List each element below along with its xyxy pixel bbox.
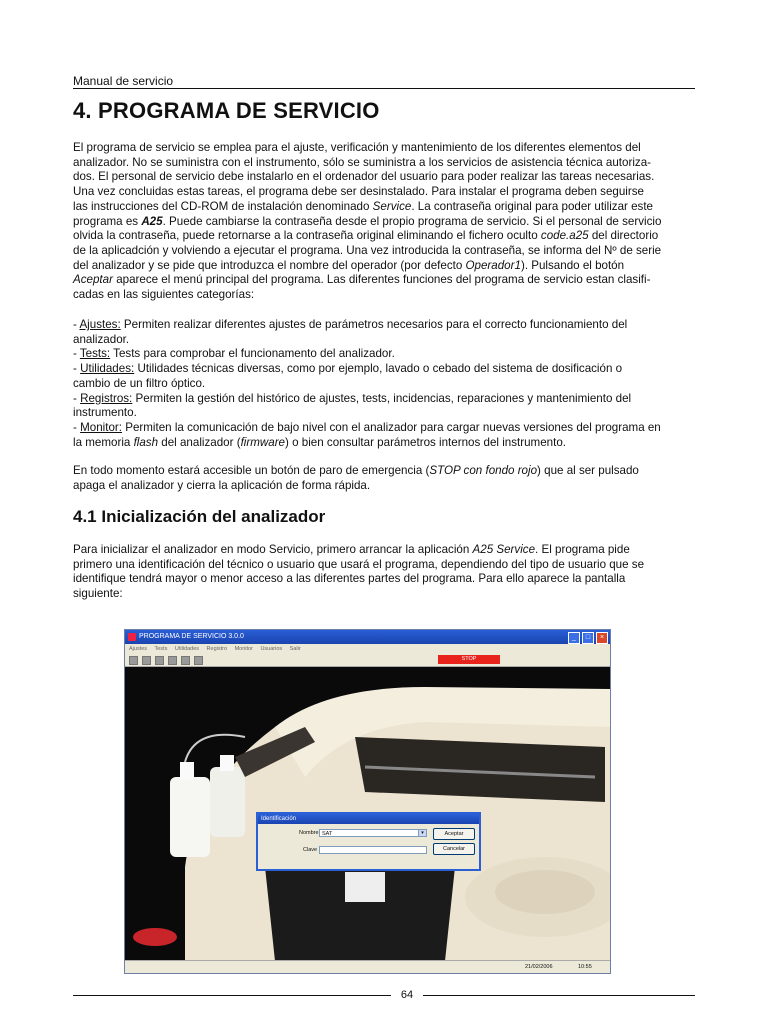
toolbar <box>125 654 610 667</box>
menu-item[interactable]: Tests <box>154 646 168 652</box>
toolbar-button-icon[interactable] <box>181 656 190 665</box>
category-monitor: - Monitor: Permiten la comunicación de bajo nivel con el analizador para cargar nuevas versiones del programa en <box>73 420 661 434</box>
category-registros: - Registros: Permiten la gestión del histórico de ajustes, tests, incidencias, reparaciones y mantenimiento del <box>73 391 632 405</box>
password-label: Clave <box>303 847 318 853</box>
intro-line: cadas en las siguientes categorías: <box>73 288 255 302</box>
name-select-value: SAT <box>322 831 333 837</box>
intro-line: Aceptar aparece el menú principal del programa. Las diferentes funciones del programa de servicio estan clasifi- <box>73 273 651 287</box>
category-utilidades: - Utilidades: Utilidades técnicas diversas, como por ejemplo, lavado o cebado del sistema de dosificación o <box>73 362 623 376</box>
intro-line: programa es A25. Puede cambiarse la contraseña desde el propio programa de servicio. Si el personal de servicio <box>73 214 662 228</box>
name-select[interactable] <box>319 829 427 837</box>
init-line: siguiente: <box>73 587 123 601</box>
category-tests: - Tests: Tests para comprobar el funcionamento del analizador. <box>73 347 395 361</box>
identification-dialog <box>256 812 481 871</box>
running-header: Manual de servicio <box>73 74 174 88</box>
maximize-icon[interactable]: □ <box>582 632 594 644</box>
menu-item[interactable]: Utilidades <box>174 646 200 652</box>
init-line: primero una identificación del técnico o usuario que usará el programa, dependiendo del tipo de usuario que se <box>73 557 645 571</box>
intro-paragraph <box>73 141 695 303</box>
status-bar <box>125 960 610 973</box>
categories-list <box>73 318 695 450</box>
accept-button[interactable]: Aceptar <box>433 828 475 840</box>
app-icon <box>128 633 136 641</box>
subsection-title: 4.1 Inicialización del analizador <box>73 507 326 526</box>
analyzer-photo <box>125 667 610 961</box>
window-titlebar <box>125 630 610 644</box>
section-title: 4. PROGRAMA DE SERVICIO <box>73 98 380 123</box>
intro-line: de la aplicadción y volviendo a ejecutar el programa. Una vez introducida la contraseña, se informa del Nº de serie <box>73 243 662 257</box>
intro-line: El programa de servicio se emplea para el ajuste, verificación y mantenimiento de los diferentes elementos del <box>73 141 641 154</box>
toolbar-button-icon[interactable] <box>142 656 151 665</box>
header-rule <box>73 88 695 89</box>
toolbar-button-icon[interactable] <box>155 656 164 665</box>
intro-line: olvida la contraseña, puede retornarse a la contraseña original eliminando el fichero oculto code.a25 del directorio <box>73 229 659 243</box>
emergency-paragraph <box>73 464 695 493</box>
footer-rule <box>73 995 391 996</box>
init-line: Para inicializar el analizador en modo Servicio, primero arrancar la aplicación A25 Service. El programa pide <box>73 543 630 556</box>
stop-button[interactable]: STOP <box>438 655 500 664</box>
category-ajustes-cont: analizador. <box>73 332 130 346</box>
emergency-line: En todo momento estará accesible un botón de paro de emergencia (STOP con fondo rojo) que al ser pulsado <box>73 464 639 477</box>
intro-line: dos. El personal de servicio debe instalarlo en el ordenador del usuario para poder realizar las tareas necesarias. <box>73 170 655 184</box>
menu-item[interactable]: Registro <box>206 646 228 652</box>
page-number: 64 <box>400 989 414 1001</box>
password-input[interactable] <box>319 846 427 854</box>
init-paragraph <box>73 543 695 602</box>
menu-item[interactable]: Usuarios <box>260 646 283 652</box>
name-label: Nombre <box>299 830 319 836</box>
toolbar-button-icon[interactable] <box>168 656 177 665</box>
category-registros-cont: instrumento. <box>73 406 137 420</box>
init-line: identifique tendrá mayor o menor acceso a las diferentes partes del programa. Para ello aparece la pantalla <box>73 572 626 586</box>
status-date: 21/02/2006 <box>525 964 553 970</box>
category-utilidades-cont: cambio de un filtro óptico. <box>73 376 206 390</box>
menu-bar <box>125 644 610 654</box>
intro-line: las instrucciones del CD-ROM de instalación denominado Service. La contraseña original para poder utilizar este <box>73 199 654 213</box>
service-program-screenshot <box>124 629 611 974</box>
emergency-line: apaga el analizador y cierra la aplicación de forma rápida. <box>73 478 371 492</box>
menu-item[interactable]: Ajustes <box>129 646 148 652</box>
chevron-down-icon[interactable]: ▾ <box>418 830 426 836</box>
menu-item[interactable]: Monitor <box>234 646 253 652</box>
intro-line: Una vez concluidas estas tareas, el programa debe ser desinstalado. Para instalar el programa deben seguirse <box>73 185 644 199</box>
dialog-title: Identificación <box>258 814 479 824</box>
minimize-icon[interactable]: _ <box>568 632 580 644</box>
status-time: 10:55 <box>578 964 592 970</box>
menu-item[interactable]: Salir <box>289 646 301 652</box>
cancel-button[interactable]: Cancelar <box>433 843 475 855</box>
category-ajustes: - Ajustes: Permiten realizar diferentes ajustes de parámetros necesarios para el correcto funcionamiento del <box>73 318 628 331</box>
window-title: PROGRAMA DE SERVICIO 3.0.0 <box>139 633 244 640</box>
intro-line: del analizador y se pide que introduzca el nombre del operador (por defecto Operador1). Pulsando el botón <box>73 258 625 272</box>
category-monitor-cont: la memoria flash del analizador (firmware) o bien consultar parámetros internos del instrumento. <box>73 435 566 449</box>
close-icon[interactable]: × <box>596 632 608 644</box>
toolbar-button-icon[interactable] <box>194 656 203 665</box>
toolbar-button-icon[interactable] <box>129 656 138 665</box>
footer-rule <box>423 995 695 996</box>
intro-line: analizador. No se suministra con el instrumento, sólo se suministra a los servicios de asistencia técnica autoriza- <box>73 155 652 169</box>
window-controls <box>568 632 608 644</box>
